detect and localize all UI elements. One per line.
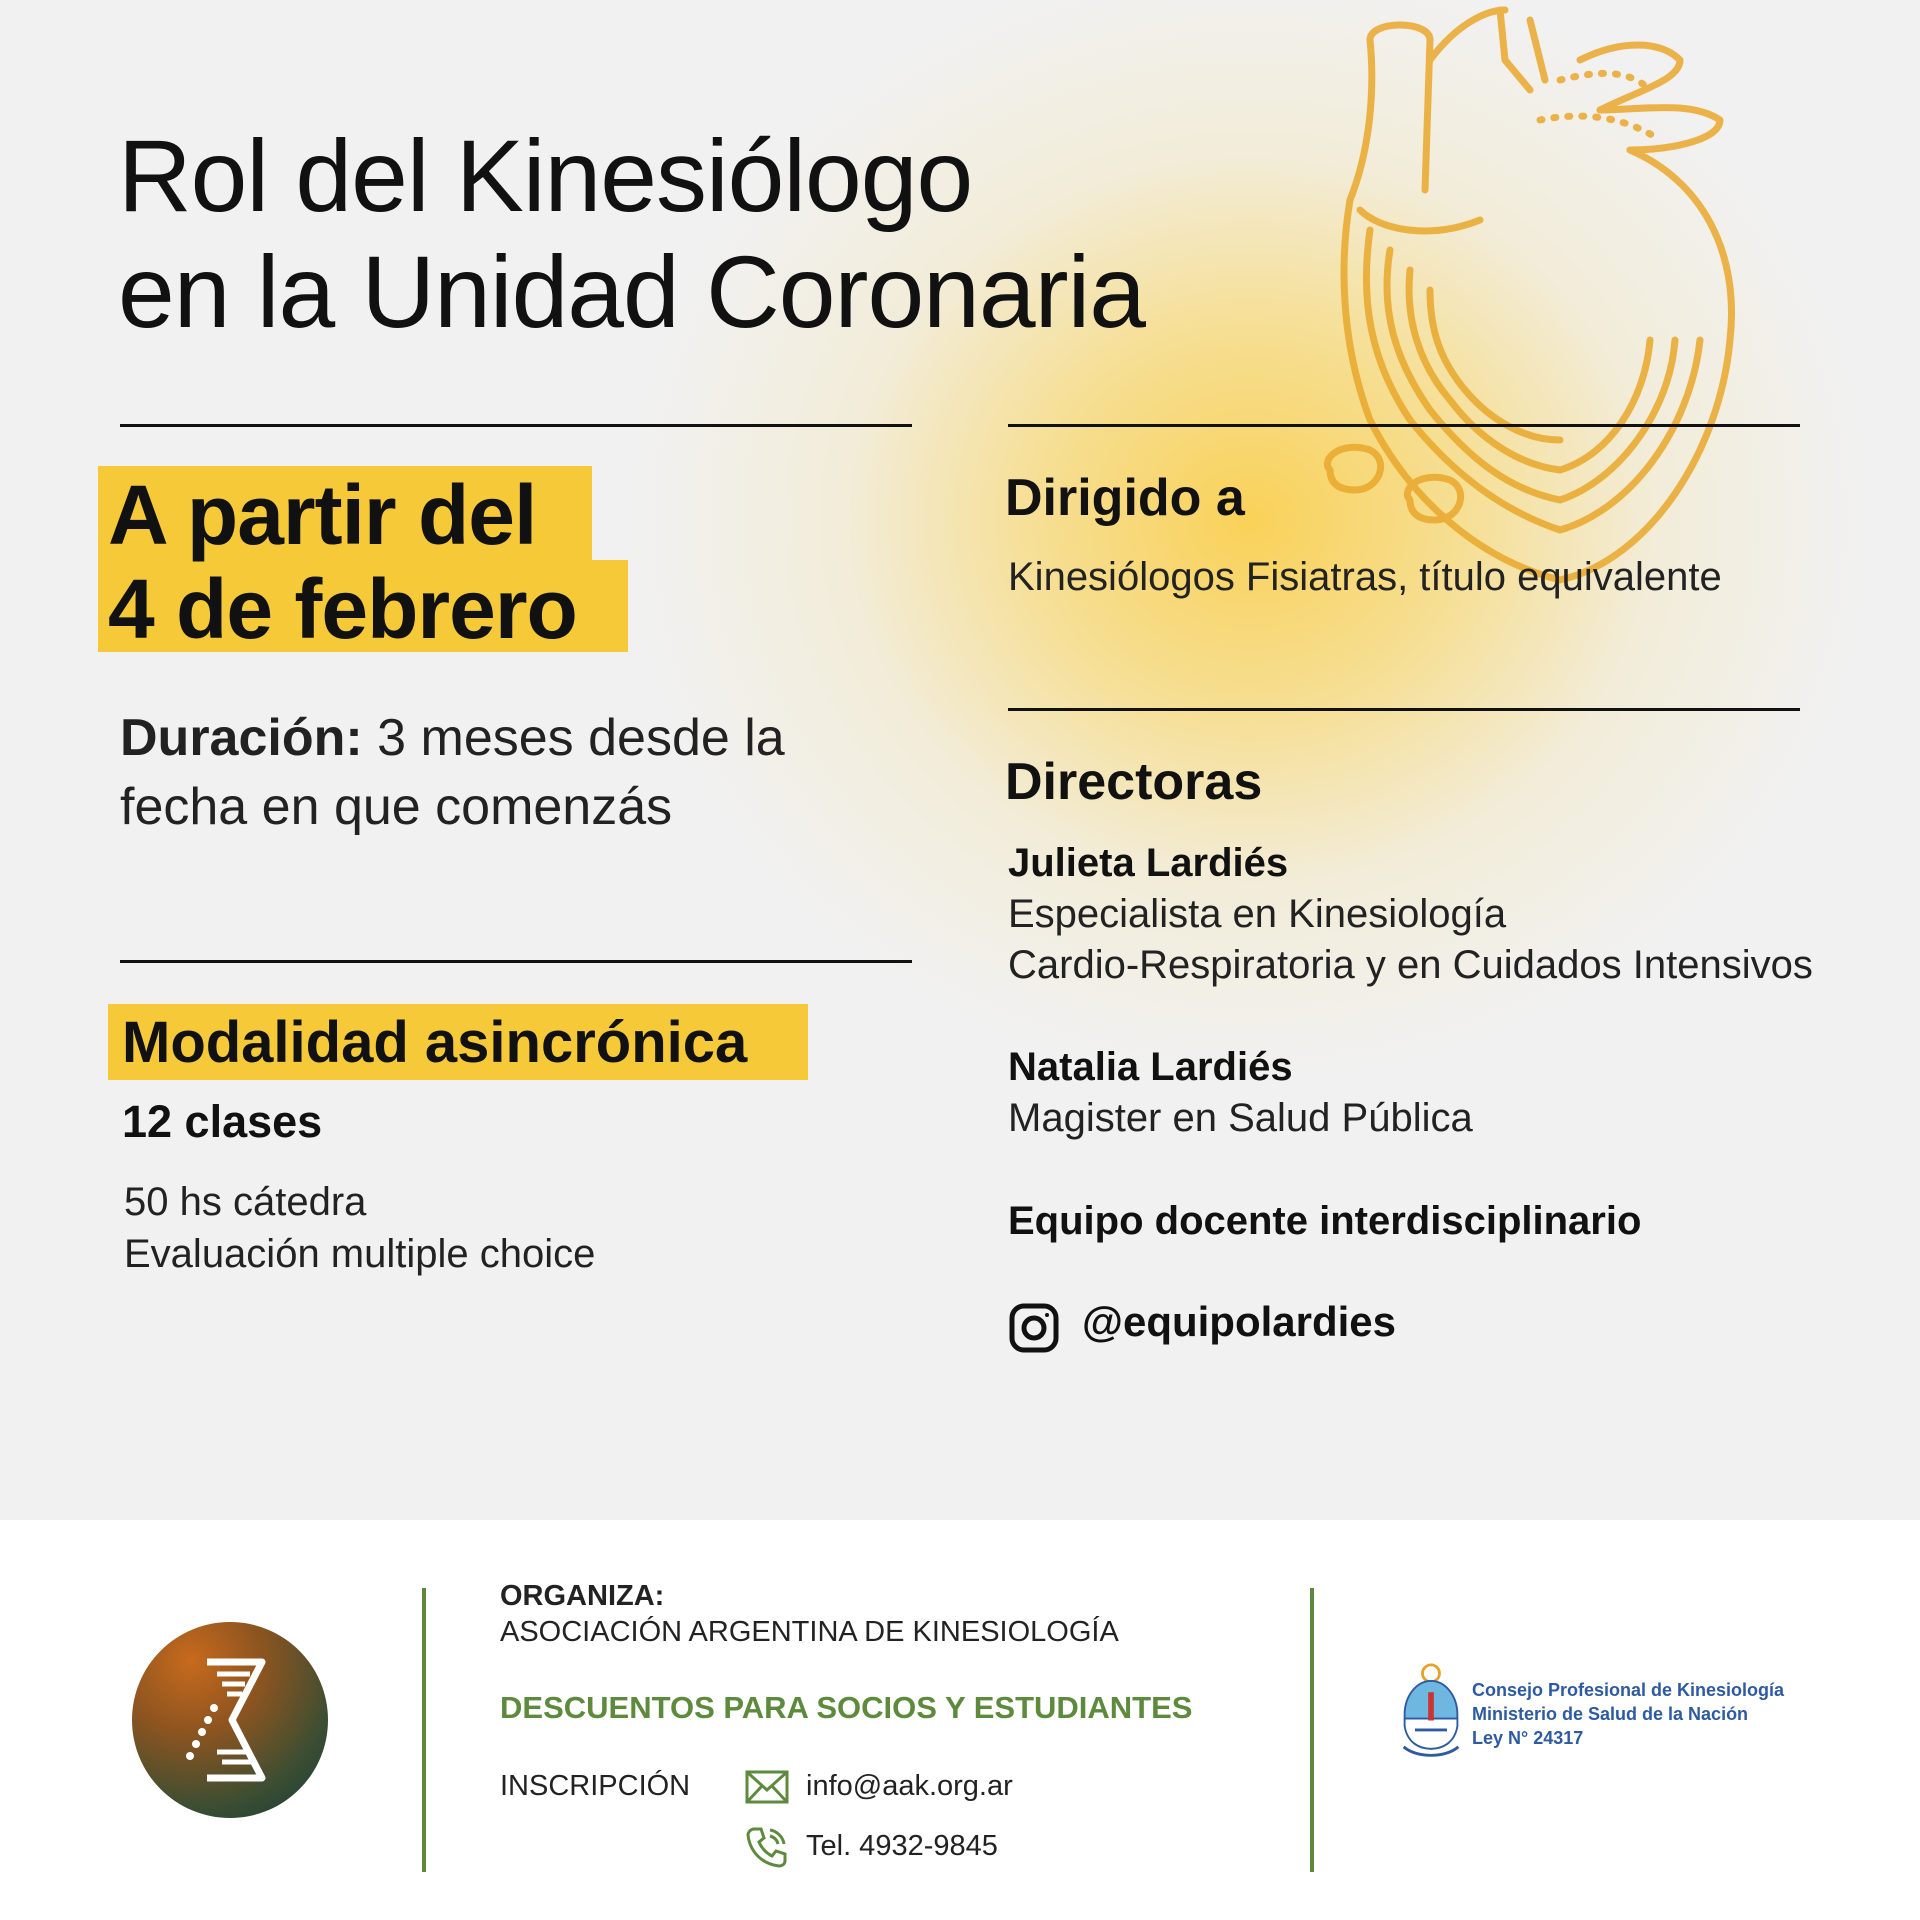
phone-text: Tel. 4932-9845 bbox=[806, 1830, 998, 1862]
audience-text: Kinesiólogos Fisiatras, título equivalente bbox=[1008, 555, 1722, 599]
hours-text: 50 hs cátedra bbox=[124, 1180, 367, 1224]
title-line-2: en la Unidad Coronaria bbox=[118, 235, 1145, 349]
start-line-2: 4 de febrero bbox=[108, 562, 577, 656]
evaluation-text: Evaluación multiple choice bbox=[124, 1232, 596, 1276]
divider-right-mid bbox=[1008, 708, 1800, 711]
organiza-label: ORGANIZA: bbox=[500, 1580, 665, 1612]
director-2-desc-1: Magister en Salud Pública bbox=[1008, 1096, 1473, 1140]
council-line-3: Ley N° 24317 bbox=[1472, 1728, 1584, 1748]
heart-illustration bbox=[1300, 0, 1800, 600]
email-link[interactable]: info@aak.org.ar bbox=[806, 1770, 1013, 1802]
footer bbox=[0, 1520, 1920, 1920]
email-icon bbox=[744, 1764, 790, 1810]
start-date bbox=[108, 468, 577, 656]
instagram-handle[interactable]: @equipolardies bbox=[1082, 1298, 1397, 1345]
council-line-1: Consejo Profesional de Kinesiología bbox=[1472, 1680, 1785, 1700]
divider-left-mid bbox=[120, 960, 912, 963]
start-line-1: A partir del bbox=[108, 468, 537, 562]
audience-heading: Dirigido a bbox=[1005, 469, 1245, 527]
duration-text bbox=[120, 704, 785, 842]
footer-separator-left bbox=[422, 1588, 426, 1872]
divider-right-top bbox=[1008, 424, 1800, 427]
duration-value-1: 3 meses desde la bbox=[362, 709, 785, 767]
title-line-1: Rol del Kinesiólogo bbox=[118, 119, 973, 233]
divider-left-top bbox=[120, 424, 912, 427]
discounts-text: DESCUENTOS PARA SOCIOS Y ESTUDIANTES bbox=[500, 1690, 1193, 1725]
national-coat-of-arms bbox=[1398, 1660, 1464, 1764]
inscripcion-label: INSCRIPCIÓN bbox=[500, 1770, 691, 1802]
director-2-name: Natalia Lardiés bbox=[1008, 1045, 1293, 1089]
duration-label: Duración: bbox=[120, 709, 363, 767]
director-1-name: Julieta Lardiés bbox=[1008, 841, 1289, 885]
footer-separator-right bbox=[1310, 1588, 1314, 1872]
phone-icon bbox=[744, 1824, 790, 1870]
instagram-icon[interactable] bbox=[1008, 1302, 1060, 1354]
directors-heading: Directoras bbox=[1005, 753, 1263, 811]
hourglass-icon bbox=[132, 1622, 328, 1818]
duration-value-2: fecha en que comenzás bbox=[120, 778, 673, 836]
classes-count: 12 clases bbox=[122, 1096, 323, 1147]
page-title bbox=[118, 118, 1145, 350]
team-text: Equipo docente interdisciplinario bbox=[1008, 1199, 1642, 1243]
director-1-desc-2: Cardio-Respiratoria y en Cuidados Intensivos bbox=[1008, 943, 1813, 987]
aak-logo bbox=[132, 1622, 328, 1818]
modality-title: Modalidad asincrónica bbox=[122, 1010, 748, 1075]
director-1-desc-1: Especialista en Kinesiología bbox=[1008, 892, 1507, 936]
organiza-name: ASOCIACIÓN ARGENTINA DE KINESIOLOGÍA bbox=[500, 1616, 1119, 1648]
council-line-2: Ministerio de Salud de la Nación bbox=[1472, 1704, 1749, 1724]
